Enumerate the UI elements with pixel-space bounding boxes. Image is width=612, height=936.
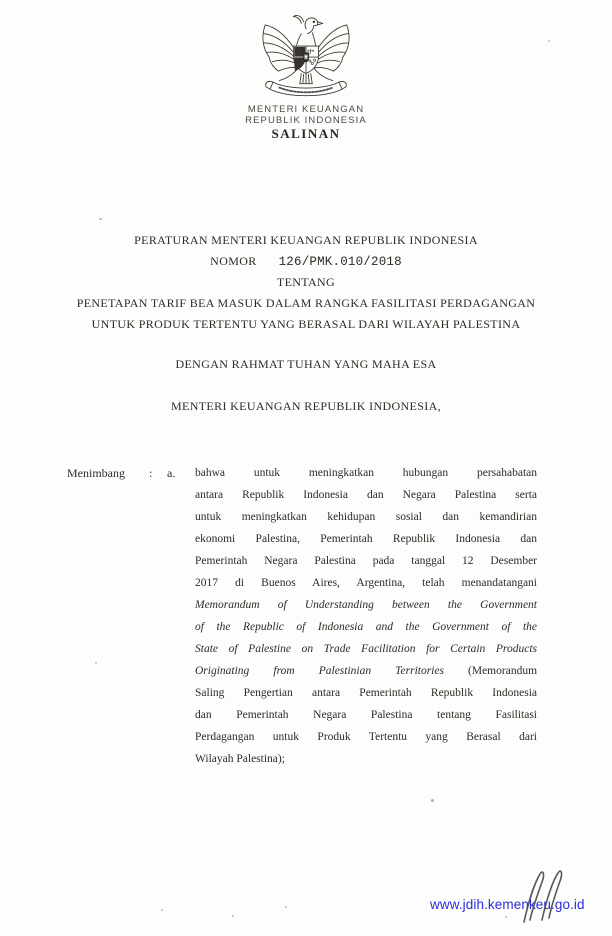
regulation-title-block	[0, 230, 612, 335]
subject-line1: PENETAPAN TARIF BEA MASUK DALAM RANGKA FASILITASI PERDAGANGAN	[76, 296, 536, 310]
paragraph-line	[195, 704, 537, 726]
jdih-watermark-link: www.jdih.kemenkeu.go.id	[430, 897, 585, 912]
considerations-colon: :	[149, 466, 153, 480]
italic-text-segment: State of Palestine on Trade Facilitation for Certain Products	[195, 643, 537, 655]
paragraph-line	[195, 748, 537, 770]
paragraph-line	[195, 616, 537, 638]
copy-stamp-salinan: SALINAN	[271, 126, 341, 141]
paragraph-line	[195, 528, 537, 550]
handwritten-initials	[510, 866, 574, 930]
paragraph-line	[195, 484, 537, 506]
about-label: TENTANG	[276, 275, 336, 289]
text-segment: 2017 di Buenos Aires, Argentina, telah menandatangani	[195, 577, 537, 589]
scan-speck	[431, 799, 434, 802]
text-segment: Perdagangan untuk Produk Tertentu yang Berasal dari	[195, 731, 537, 743]
garuda-tail	[300, 74, 313, 84]
ministry-name-line2: REPUBLIK INDONESIA	[245, 115, 367, 126]
divine-invocation: DENGAN RAHMAT TUHAN YANG MAHA ESA	[175, 357, 437, 371]
scan-speck	[161, 909, 163, 911]
text-segment: Wilayah Palestina);	[195, 753, 285, 765]
paragraph-line	[195, 682, 537, 704]
scan-speck	[95, 662, 97, 664]
scan-speck	[505, 916, 507, 918]
paragraph-line	[195, 638, 537, 660]
paragraph-line	[195, 594, 537, 616]
text-segment: (Memorandum	[443, 665, 538, 677]
text-segment: dan Pemerintah Negara Palestina tentang Fasilitasi	[195, 709, 537, 721]
regulation-number-line	[0, 251, 612, 272]
scan-speck	[285, 906, 287, 908]
consideration-item-marker: a.	[167, 466, 176, 480]
text-segment: ekonomi Palestina, Pemerintah Republik Indonesia dan	[195, 533, 537, 545]
garuda-right-leg	[314, 68, 333, 81]
issuer-line: MENTERI KEUANGAN REPUBLIK INDONESIA,	[171, 399, 441, 413]
consideration-paragraph	[195, 462, 537, 770]
italic-text-segment: of the Republic of Indonesia and the Government of the	[195, 621, 537, 633]
garuda-pancasila-emblem	[259, 11, 353, 100]
scan-speck	[99, 218, 102, 220]
number-value: 126/PMK.010/2018	[278, 255, 402, 269]
regulation-heading: PERATURAN MENTERI KEUANGAN REPUBLIK INDONESIA	[134, 233, 478, 247]
paragraph-line	[195, 506, 537, 528]
garuda-head	[293, 15, 322, 33]
paragraph-line	[195, 572, 537, 594]
ministry-name-line1: MENTERI KEUANGAN	[247, 104, 365, 115]
text-segment: antara Republik Indonesia dan Negara Palestina serta	[195, 489, 537, 501]
considerations-label: Menimbang	[67, 466, 125, 480]
subject-line2: UNTUK PRODUK TERTENTU YANG BERASAL DARI WILAYAH PALESTINA	[91, 317, 521, 331]
italic-text-segment: Memorandum of Understanding between the Government	[195, 599, 537, 611]
paragraph-line	[195, 462, 537, 484]
scan-speck	[232, 915, 234, 917]
number-label: NOMOR	[210, 254, 257, 268]
paragraph-line	[195, 550, 537, 572]
text-segment: Pemerintah Negara Palestina pada tanggal 12 Desember	[195, 555, 537, 567]
paragraph-line	[195, 660, 537, 682]
text-segment: bahwa untuk meningkatkan hubungan persahabatan	[195, 467, 537, 479]
paragraph-line	[195, 726, 537, 748]
italic-text-segment: Originating from Palestinian Territories	[195, 665, 444, 677]
text-segment: Saling Pengertian antara Pemerintah Republik Indonesia	[195, 687, 537, 699]
scan-speck	[548, 40, 550, 42]
text-segment: untuk meningkatkan kehidupan sosial dan kemandirian	[195, 511, 537, 523]
